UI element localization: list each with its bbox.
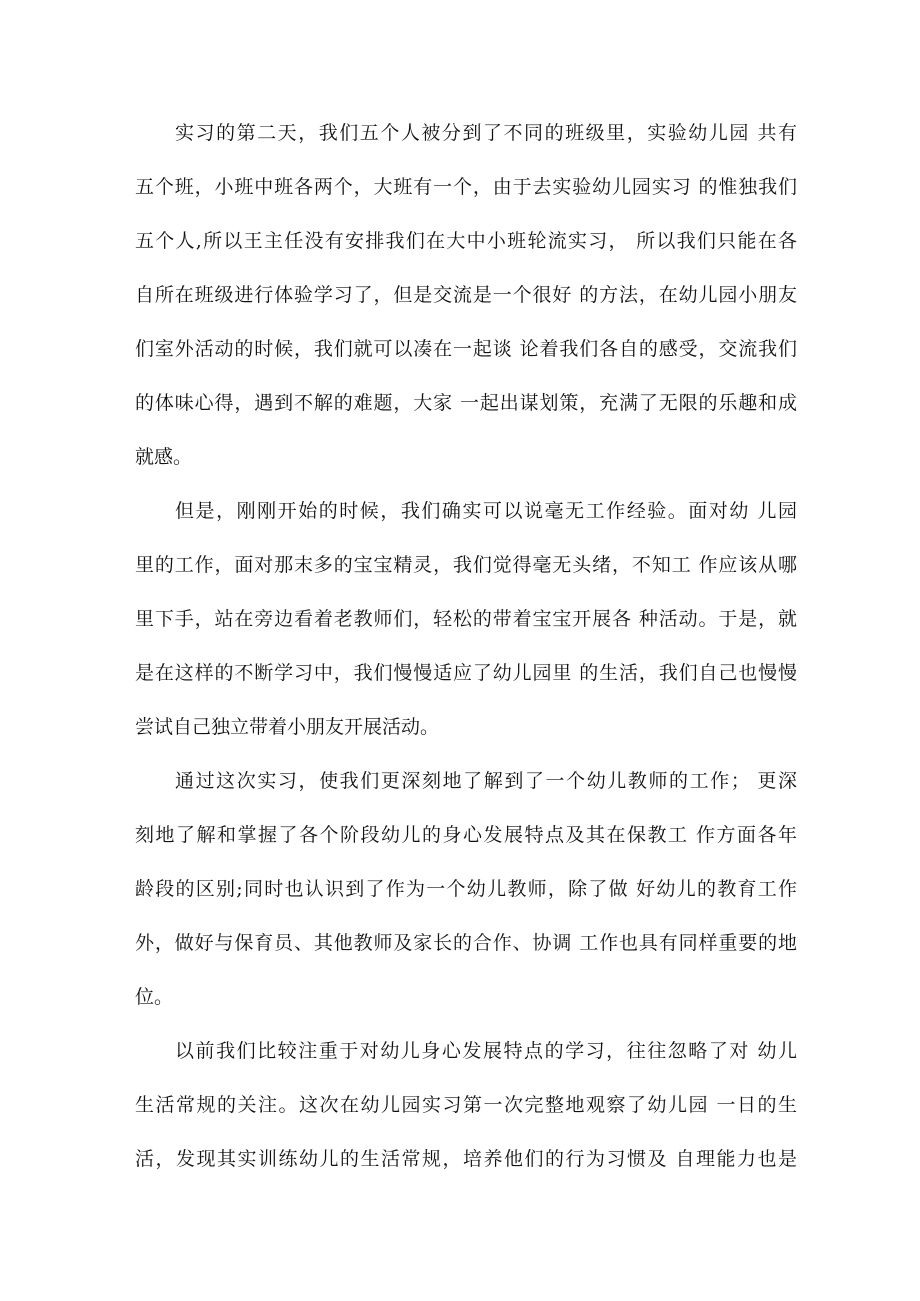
text-line: 五个班，小班中班各两个，大班有一个，由于去实验幼儿园实习 的惟独我们	[135, 176, 797, 198]
text-line: 们室外活动的时候，我们就可以凑在一起谈 论着我们各自的感受，交流我们	[135, 338, 797, 360]
text-line: 刻地了解和掌握了各个阶段幼儿的身心发展特点及其在保教工 作方面各年	[135, 824, 797, 846]
text-line: 外，做好与保育员、其他教师及家长的合作、协调 工作也具有同样重要的地	[135, 932, 797, 954]
document-page	[135, 106, 797, 1186]
text-line: 就感。	[135, 446, 193, 468]
text-line: 活，发现其实训练幼儿的生活常规，培养他们的行为习惯及 自理能力也是	[135, 1148, 797, 1170]
text-line: 五个人,所以王主任没有安排我们在大中小班轮流实习， 所以我们只能在各	[135, 230, 797, 252]
text-line: 尝试自己独立带着小朋友开展活动。	[135, 716, 440, 738]
text-line: 以前我们比较注重于对幼儿身心发展特点的学习，往往忽略了对 幼儿	[175, 1040, 797, 1062]
paragraph-3	[135, 754, 797, 1024]
text-line: 位。	[135, 986, 174, 1008]
text-line: 生活常规的关注。这次在幼儿园实习第一次完整地观察了幼儿园 一日的生	[135, 1094, 797, 1116]
text-line: 龄段的区别;同时也认识到了作为一个幼儿教师，除了做 好幼儿的教育工作	[135, 878, 797, 900]
text-line: 里的工作，面对那末多的宝宝精灵，我们觉得毫无头绪，不知工 作应该从哪	[135, 554, 797, 576]
text-line: 的体味心得，遇到不解的难题，大家 一起出谋划策，充满了无限的乐趣和成	[135, 392, 797, 414]
text-line: 但是，刚刚开始的时候，我们确实可以说毫无工作经验。面对幼 儿园	[175, 500, 797, 522]
paragraph-1	[135, 106, 797, 484]
paragraph-2	[135, 484, 797, 754]
paragraph-4	[135, 1024, 797, 1186]
text-line: 通过这次实习，使我们更深刻地了解到了一个幼儿教师的工作； 更深	[175, 770, 797, 792]
text-line: 实习的第二天，我们五个人被分到了不同的班级里，实验幼儿园 共有	[175, 122, 797, 144]
text-line: 是在这样的不断学习中，我们慢慢适应了幼儿园里 的生活，我们自己也慢慢	[135, 662, 797, 684]
text-line: 自所在班级进行体验学习了，但是交流是一个很好 的方法，在幼儿园小朋友	[135, 284, 797, 306]
text-line: 里下手，站在旁边看着老教师们，轻松的带着宝宝开展各 种活动。于是，就	[135, 608, 797, 630]
